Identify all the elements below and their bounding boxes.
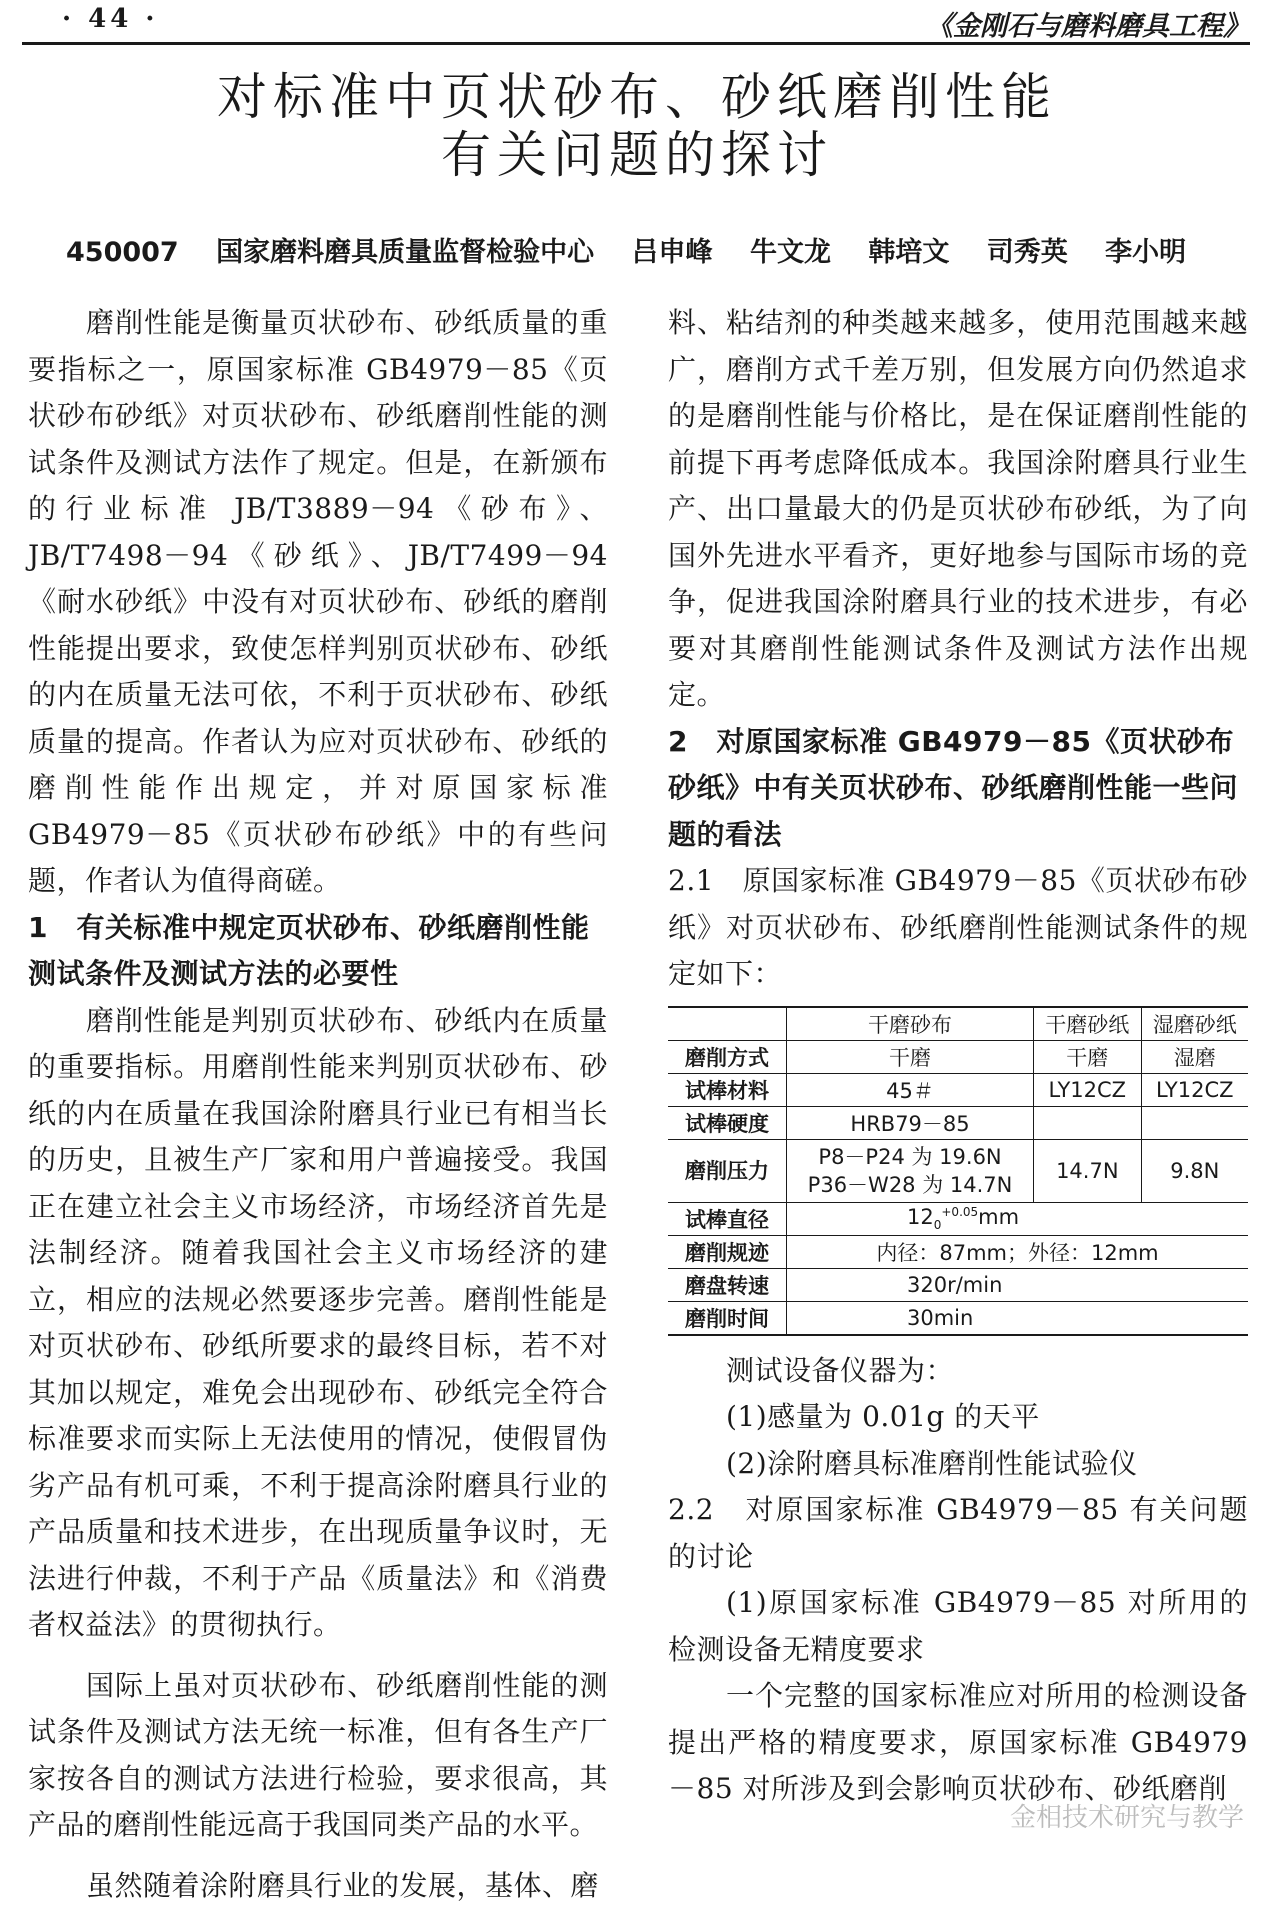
paragraph: 一个完整的国家标准应对所用的检测设备提出严格的精度要求，原国家标准 GB4979－85 对所涉及到会影响页状砂布、砂纸磨削 [668, 1673, 1248, 1813]
author-line [66, 230, 1246, 269]
table-cell [787, 1202, 1249, 1235]
table-cell [1034, 1106, 1142, 1139]
table-cell: 320r/min [787, 1268, 1249, 1301]
table-cell: 湿磨 [1141, 1040, 1248, 1073]
table-row [668, 1106, 1248, 1139]
author-name: 牛文龙 [750, 237, 831, 268]
author-name: 吕申峰 [632, 237, 713, 268]
author-name: 司秀英 [987, 237, 1068, 268]
table-cell [787, 1139, 1034, 1202]
author-name: 李小明 [1105, 237, 1186, 268]
table-cell: HRB79－85 [787, 1106, 1034, 1139]
right-column [668, 300, 1248, 1813]
table-row [668, 1301, 1248, 1335]
table-header: 干磨砂布 [787, 1007, 1034, 1041]
left-column [28, 300, 608, 1909]
paragraph: 磨削性能是判别页状砂布、砂纸内在质量的重要指标。用磨削性能来判别页状砂布、砂纸的内在质量在我国涂附磨具行业已有相当长的历史，且被生产厂家和用户普遍接受。我国正在建立社会主义市场经济，市场经济首先是法制经济。随着我国社会主义市场经济的建立，相应的法规必然要逐步完善。磨削性能是对页状砂布、砂纸所要求的最终目标，若不对其加以规定，难免会出现砂布、砂纸完全符合标准要求而实际上无法使用的情况，使假冒伪劣产品有机可乘，不利于提高涂附磨具行业的产品质量和技术进步，在出现质量争议时，无法进行仲裁，不利于产品《质量法》和《消费者权益法》的贯彻执行。 [28, 998, 608, 1649]
table-cell: 干磨 [1034, 1040, 1142, 1073]
pressure-range-1: P8－P24 为 19.6N [791, 1143, 1029, 1171]
table-cell: 30min [787, 1301, 1249, 1335]
tolerance-upper: +0.05 [941, 1205, 978, 1219]
row-label: 磨削压力 [668, 1139, 787, 1202]
paragraph: 料、粘结剂的种类越来越多，使用范围越来越广，磨削方式千差万别，但发展方向仍然追求的是磨削性能与价格比，是在保证磨削性能的前提下再考虑降低成本。我国涂附磨具行业生产、出口量最大的仍是页状砂布砂纸，为了向国外先进水平看齐，更好地参与国际市场的竞争，促进我国涂附磨具行业的技术进步，有必要对其磨削性能测试条件及测试方法作出规定。 [668, 300, 1248, 719]
table-row [668, 1040, 1248, 1073]
section-heading-1: 1 有关标准中规定页状砂布、砂纸磨削性能测试条件及测试方法的必要性 [28, 905, 608, 998]
equipment-item: (1)感量为 0.01g 的天平 [668, 1394, 1248, 1441]
paragraph: (1)原国家标准 GB4979－85 对所用的检测设备无精度要求 [668, 1580, 1248, 1673]
tolerance-lower: 0 [934, 1218, 942, 1232]
page-header [22, 0, 1250, 45]
table-cell: 45＃ [787, 1073, 1034, 1106]
table-row [668, 1139, 1248, 1202]
page-number: · 44 · [62, 4, 158, 34]
test-conditions-table [668, 1006, 1248, 1336]
pressure-range-2: P36－W28 为 14.7N [791, 1171, 1029, 1199]
row-label: 磨削规迹 [668, 1235, 787, 1268]
table-cell [668, 1007, 787, 1041]
title-line-1: 对标准中页状砂布、砂纸磨削性能 [0, 64, 1274, 130]
table-cell: LY12CZ [1034, 1073, 1142, 1106]
table-cell: 内径：87mm；外径：12mm [787, 1235, 1249, 1268]
author-name: 韩培文 [868, 237, 949, 268]
table-row [668, 1073, 1248, 1106]
table-header-row [668, 1007, 1248, 1041]
table-header: 湿磨砂纸 [1141, 1007, 1248, 1041]
journal-name: 《金刚石与磨料磨具工程》 [926, 4, 1250, 43]
paragraph: 国际上虽对页状砂布、砂纸磨削性能的测试条件及测试方法无统一标准，但有各生产厂家按各自的测试方法进行检验，要求很高，其产品的磨削性能远高于我国同类产品的水平。 [28, 1663, 608, 1849]
row-label: 试棒硬度 [668, 1106, 787, 1139]
postcode: 450007 [66, 237, 179, 268]
row-label: 磨削时间 [668, 1301, 787, 1335]
equipment-item: (2)涂附磨具标准磨削性能试验仪 [668, 1441, 1248, 1488]
paragraph: 虽然随着涂附磨具行业的发展，基体、磨 [28, 1863, 608, 1909]
table-cell: 9.8N [1141, 1139, 1248, 1202]
paragraph: 磨削性能是衡量页状砂布、砂纸质量的重要指标之一，原国家标准 GB4979－85《页状砂布砂纸》对页状砂布、砂纸磨削性能的测试条件及测试方法作了规定。但是，在新颁布的行业标准 JB/T3889－94《砂布》、JB/T7498－94《砂纸》、JB/T7499－94《耐水砂纸》中没有对页状砂布、砂纸的磨削性能提出要求，致使怎样判别页状砂布、砂纸的内在质量无法可依，不利于页状砂布、砂纸质量的提高。作者认为应对页状砂布、砂纸的磨削性能作出规定，并对原国家标准 GB4979－85《页状砂布砂纸》中的有些问题，作者认为值得商磋。 [28, 300, 608, 905]
table-cell: LY12CZ [1141, 1073, 1248, 1106]
organization: 国家磨料磨具质量监督检验中心 [216, 237, 594, 268]
subsection-2-2: 2.2 对原国家标准 GB4979－85 有关问题的讨论 [668, 1487, 1248, 1580]
row-label: 磨盘转速 [668, 1268, 787, 1301]
table-cell [1141, 1106, 1248, 1139]
table-header: 干磨砂纸 [1034, 1007, 1142, 1041]
section-heading-2: 2 对原国家标准 GB4979－85《页状砂布砂纸》中有关页状砂布、砂纸磨削性能一些问题的看法 [668, 719, 1248, 859]
table-row [668, 1202, 1248, 1235]
title-line-2: 有关问题的探讨 [0, 122, 1274, 188]
table-row [668, 1235, 1248, 1268]
table-cell: 14.7N [1034, 1139, 1142, 1202]
table-row [668, 1268, 1248, 1301]
diameter-unit: mm [978, 1205, 1019, 1229]
diameter-value: 12 [907, 1205, 934, 1229]
row-label: 试棒材料 [668, 1073, 787, 1106]
watermark: 金相技术研究与教学 [1010, 1797, 1244, 1834]
subsection-2-1: 2.1 原国家标准 GB4979－85《页状砂布砂纸》对页状砂布、砂纸磨削性能测试条件的规定如下： [668, 858, 1248, 998]
equipment-intro: 测试设备仪器为： [668, 1348, 1248, 1395]
row-label: 磨削方式 [668, 1040, 787, 1073]
table-cell: 干磨 [787, 1040, 1034, 1073]
row-label: 试棒直径 [668, 1202, 787, 1235]
